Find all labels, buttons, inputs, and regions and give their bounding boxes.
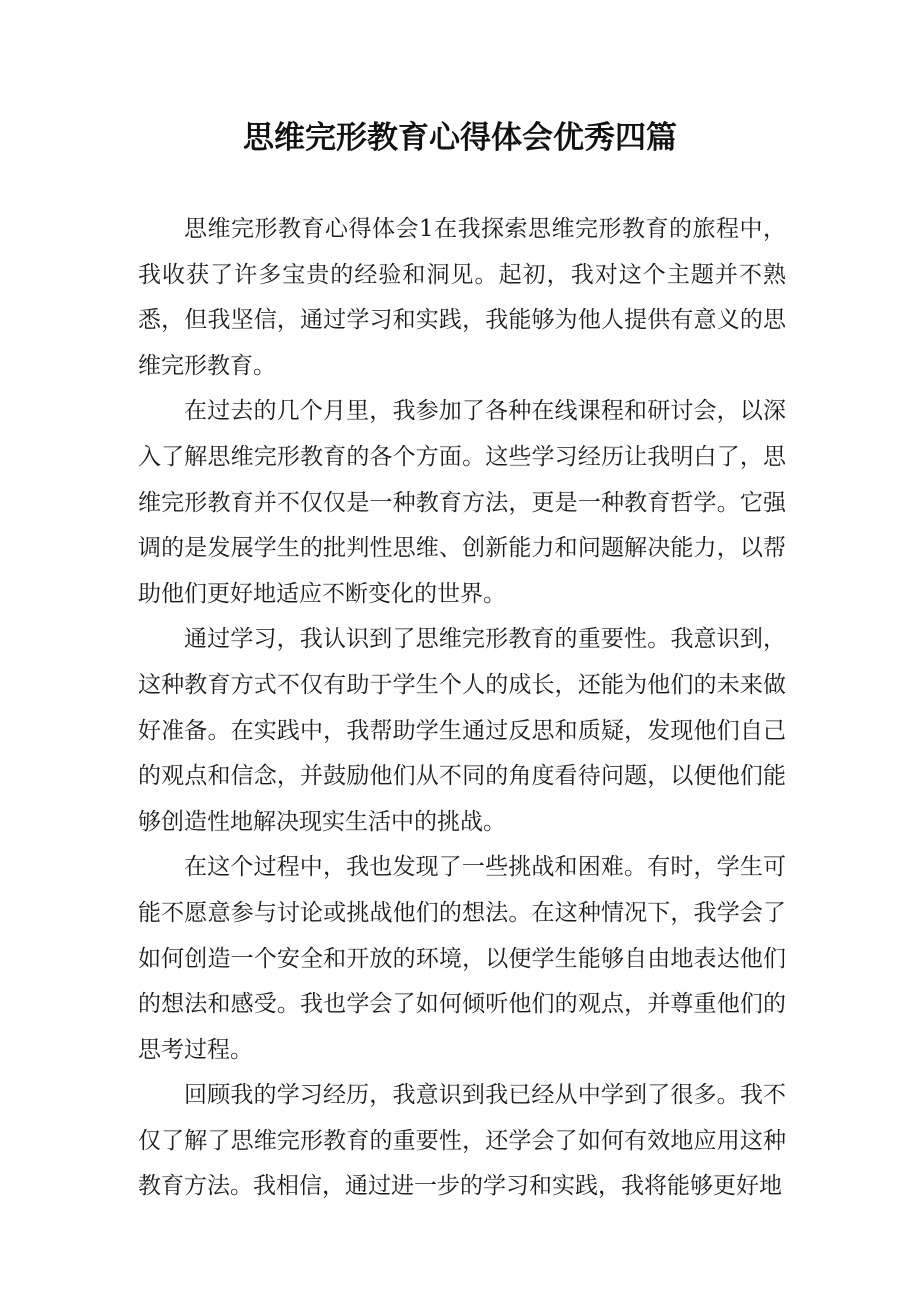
paragraph-5: 回顾我的学习经历，我意识到我已经从中学到了很多。我不仅了解了思维完形教育的重要性，还学会了如何有效地应用这种教育方法。我相信，通过进一步的学习和实践，我将能够更好地: [138, 1082, 786, 1200]
paragraph-1: 思维完形教育心得体会1在我探索思维完形教育的旅程中，我收获了许多宝贵的经验和洞见。起初，我对这个主题并不熟悉，但我坚信，通过学习和实践，我能够为他人提供有意义的思维完形教育。: [138, 216, 786, 379]
document-title: 思维完形教育心得体会优秀四篇: [243, 120, 677, 156]
paragraph-4: 在这个过程中，我也发现了一些挑战和困难。有时，学生可能不愿意参与讨论或挑战他们的想法。在这种情况下，我学会了如何创造一个安全和开放的环境，以便学生能够自由地表达他们的想法和感受。我也学会了如何倾听他们的观点，并尊重他们的思考过程。: [138, 854, 786, 1063]
paragraph-3: 通过学习，我认识到了思维完形教育的重要性。我意识到，这种教育方式不仅有助于学生个人的成长，还能为他们的未来做好准备。在实践中，我帮助学生通过反思和质疑，发现他们自己的观点和信念，并鼓励他们从不同的角度看待问题，以便他们能够创造性地解决现实生活中的挑战。: [138, 626, 786, 835]
paragraph-2: 在过去的几个月里，我参加了各种在线课程和研讨会，以深入了解思维完形教育的各个方面。这些学习经历让我明白了，思维完形教育并不仅仅是一种教育方法，更是一种教育哲学。它强调的是发展学生的批判性思维、创新能力和问题解决能力，以帮助他们更好地适应不断变化的世界。: [138, 398, 786, 607]
document-body: [138, 207, 786, 1210]
